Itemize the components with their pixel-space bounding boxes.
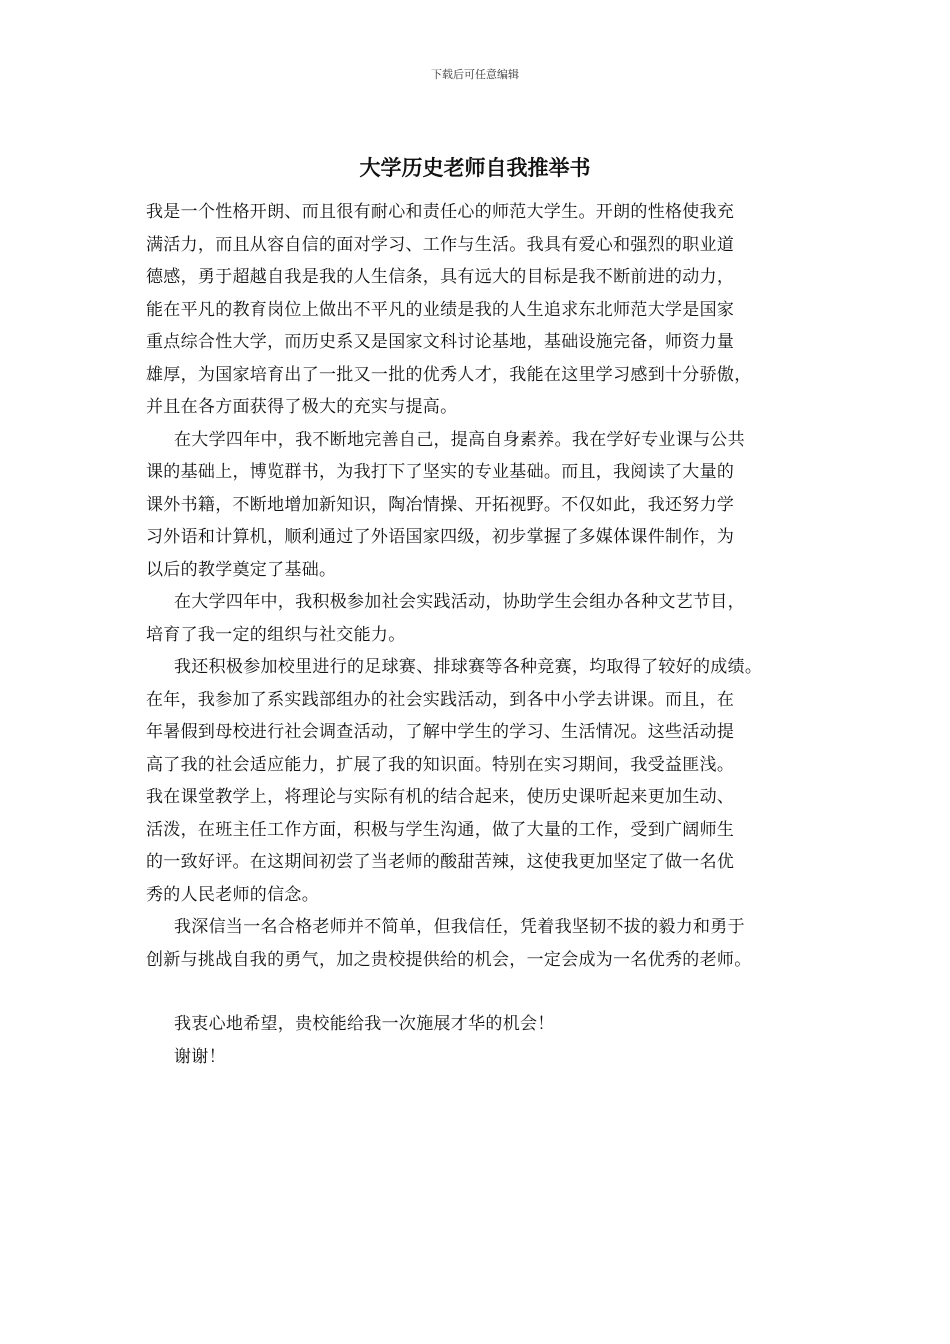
paragraph-line: 在大学四年中，我积极参加社会实践活动，协助学生会组办各种文艺节目， (174, 592, 745, 612)
paragraph-line: 培育了我一定的组织与社交能力。 (146, 624, 406, 645)
paragraph-line: 习外语和计算机，顺利通过了外语国家四级，初步掌握了多媒体课件制作，为 (146, 527, 735, 547)
paragraph-line: 我是一个性格开朗、而且很有耐心和责任心的师范大学生。开朗的性格使我充 (146, 202, 735, 222)
paragraph-line: 课的基础上，博览群书，为我打下了坚实的专业基础。而且，我阅读了大量的 (146, 462, 735, 482)
paragraph-line: 重点综合性大学，而历史系又是国家文科讨论基地，基础设施完备，师资力量 (146, 332, 735, 352)
paragraph-line: 创新与挑战自我的勇气，加之贵校提供给的机会，一定会成为一名优秀的老师。 (146, 949, 752, 970)
paragraph-line: 我还积极参加校里进行的足球赛、排球赛等各种竞赛，均取得了较好的成绩。 (174, 657, 763, 677)
closing-line: 我衷心地希望，贵校能给我一次施展才华的机会！ (174, 1014, 555, 1034)
paragraph-line: 我在课堂教学上，将理论与实际有机的结合起来，使历史课听起来更加生动、 (146, 787, 735, 807)
paragraph-line: 的一致好评。在这期间初尝了当老师的酸甜苦辣，这使我更加坚定了做一名优 (146, 852, 735, 872)
paragraph-line: 在年，我参加了系实践部组办的社会实践活动，到各中小学去讲课。而且，在 (146, 689, 735, 710)
paragraph-line: 德感，勇于超越自我是我的人生信条，具有远大的目标是我不断前进的动力， (146, 267, 735, 287)
paragraph-line: 我深信当一名合格老师并不简单，但我信任，凭着我坚韧不拔的毅力和勇于 (174, 917, 745, 937)
document-body (146, 196, 826, 1073)
paragraph-line: 能在平凡的教育岗位上做出不平凡的业绩是我的人生追求东北师范大学是国家 (146, 299, 735, 320)
paragraph-line: 并且在各方面获得了极大的充实与提高。 (146, 397, 458, 417)
closing-thanks: 谢谢！ (174, 1046, 226, 1067)
paragraph-line: 满活力，而且从容自信的面对学习、工作与生活。我具有爱心和强烈的职业道 (146, 234, 735, 255)
paragraph-line: 在大学四年中，我不断地完善自己，提高自身素养。我在学好专业课与公共 (174, 429, 745, 450)
paragraph-line: 雄厚，为国家培育出了一批又一批的优秀人才，我能在这里学习感到十分骄傲， (146, 364, 752, 385)
paragraph-line: 课外书籍，不断地增加新知识，陶冶情操、开拓视野。不仅如此，我还努力学 (146, 494, 735, 515)
paragraph-line: 以后的教学奠定了基础。 (146, 559, 337, 580)
paragraph-line: 秀的人民老师的信念。 (146, 884, 319, 905)
paragraph-line: 活泼，在班主任工作方面，积极与学生沟通，做了大量的工作，受到广阔师生 (146, 819, 735, 840)
header-note: 下载后可任意编辑 (431, 68, 519, 81)
paragraph-line: 高了我的社会适应能力，扩展了我的知识面。特别在实习期间，我受益匪浅。 (146, 754, 735, 775)
document-title: 大学历史老师自我推举书 (359, 155, 591, 180)
paragraph-line: 年暑假到母校进行社会调查活动，了解中学生的学习、生活情况。这些活动提 (146, 722, 735, 742)
paragraph-gap (146, 976, 826, 1008)
